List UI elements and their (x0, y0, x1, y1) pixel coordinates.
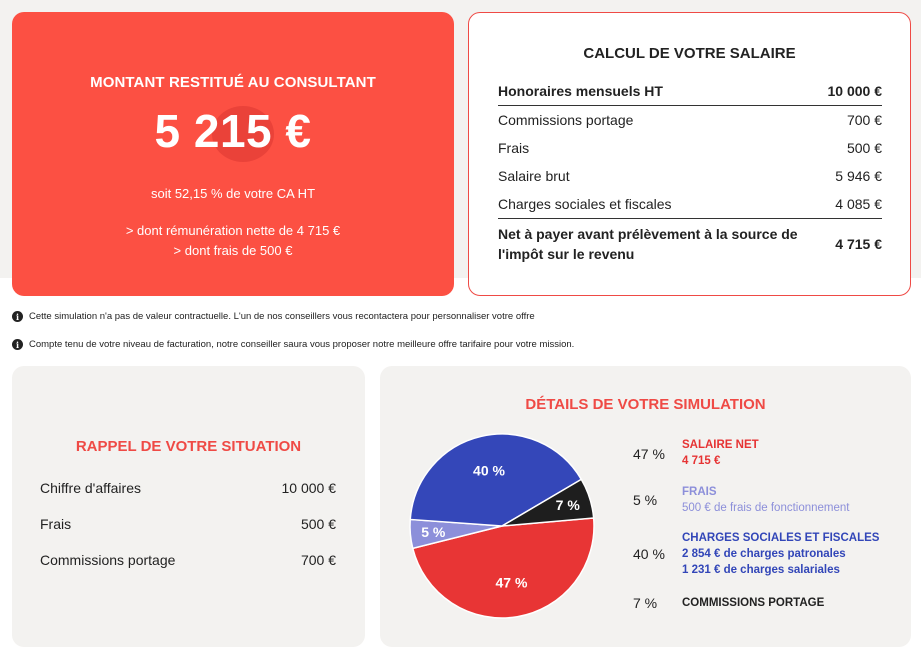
calcul-row-frais (498, 140, 882, 156)
pie-label-commissions: 7 % (555, 496, 580, 513)
legend-title: COMMISSIONS PORTAGE (682, 597, 825, 609)
calcul-row-label: Commissions portage (498, 112, 634, 128)
rappel-row-commissions (40, 552, 336, 568)
calcul-separator (498, 105, 882, 106)
pie-label-salaire: 47 % (495, 574, 528, 591)
info-text: Cette simulation n'a pas de valeur contractuelle. L'un de nos conseillers vous recontactera pour personnaliser votre offre (29, 311, 535, 322)
info-icon: i (12, 311, 23, 322)
calcul-row-label: Honoraires mensuels HT (498, 83, 663, 99)
montant-amount (12, 104, 454, 158)
details-title: DÉTAILS DE VOTRE SIMULATION (525, 396, 766, 413)
calcul-row-value: 4 085 € (835, 196, 882, 212)
info-text: Compte tenu de votre niveau de facturation, notre conseiller saura vous proposer notre meilleure offre tarifaire pour votre mission. (29, 339, 575, 350)
calcul-card (468, 12, 911, 296)
rappel-row-label: Frais (40, 516, 72, 532)
legend-item-charges (682, 530, 879, 578)
montant-title: MONTANT RESTITUÉ AU CONSULTANT (90, 74, 376, 91)
legend-title: FRAIS (682, 486, 717, 498)
calcul-row-value: 700 € (846, 112, 882, 128)
info-line-tarif (12, 339, 574, 350)
rappel-row-value: 500 € (300, 516, 336, 532)
calcul-row-commissions (498, 112, 882, 128)
rappel-title: RAPPEL DE VOTRE SITUATION (75, 438, 302, 455)
info-icon: i (12, 339, 23, 350)
calcul-row-net (498, 224, 882, 264)
legend-pct-commissions: 7 % (633, 595, 658, 611)
calcul-row-value: 10 000 € (827, 83, 882, 99)
rappel-row-label: Commissions portage (40, 552, 176, 568)
legend-line: 2 854 € de charges patronales (682, 548, 846, 560)
legend-title: CHARGES SOCIALES ET FISCALES (682, 532, 880, 544)
pie-chart (380, 366, 620, 647)
rappel-row-value: 10 000 € (281, 480, 336, 496)
legend-line: 1 231 € de charges salariales (682, 564, 840, 576)
calcul-row-value: 4 715 € (835, 236, 882, 252)
legend-pct-charges: 40 % (633, 546, 665, 562)
rappel-row-label: Chiffre d'affaires (40, 480, 141, 496)
rappel-row-frais (40, 516, 336, 532)
info-line-disclaimer (12, 311, 535, 322)
legend-item-commissions (682, 595, 824, 611)
calcul-row-label: Salaire brut (498, 168, 570, 184)
legend-item-frais (682, 484, 850, 516)
calcul-row-label: Net à payer avant prélèvement à la source de l'impôt sur le revenu (498, 226, 798, 262)
calcul-row-charges (498, 196, 882, 212)
pie-label-charges: 40 % (473, 462, 505, 479)
montant-detail-frais: > dont frais de 500 € (173, 243, 293, 258)
calcul-row-honoraires (498, 83, 882, 99)
montant-detail-remuneration: > dont rémunération nette de 4 715 € (125, 223, 341, 238)
calcul-row-label: Charges sociales et fiscales (498, 196, 672, 212)
calcul-row-value: 500 € (846, 140, 882, 156)
legend-pct-salaire: 47 % (633, 446, 665, 462)
calcul-title: CALCUL DE VOTRE SALAIRE (583, 45, 796, 62)
legend-title: SALAIRE NET (682, 439, 759, 451)
calcul-row-value: 5 946 € (835, 168, 882, 184)
legend-line: 500 € de frais de fonctionnement (682, 502, 850, 514)
calcul-row-label: Frais (498, 140, 530, 156)
rappel-row-value: 700 € (300, 552, 336, 568)
montant-amount-text: 5 215 € (154, 105, 312, 157)
calcul-row-salaire-brut (498, 168, 882, 184)
legend-line: 4 715 € (682, 455, 721, 467)
calcul-separator (498, 218, 882, 219)
montant-percent: soit 52,15 % de votre CA HT (150, 186, 316, 201)
pie-label-frais: 5 % (421, 524, 446, 541)
montant-card (12, 12, 454, 296)
legend-item-salaire (682, 437, 759, 469)
details-card (380, 366, 911, 647)
rappel-row-ca (40, 480, 336, 496)
legend-pct-frais: 5 % (633, 492, 658, 508)
rappel-card (12, 366, 365, 647)
